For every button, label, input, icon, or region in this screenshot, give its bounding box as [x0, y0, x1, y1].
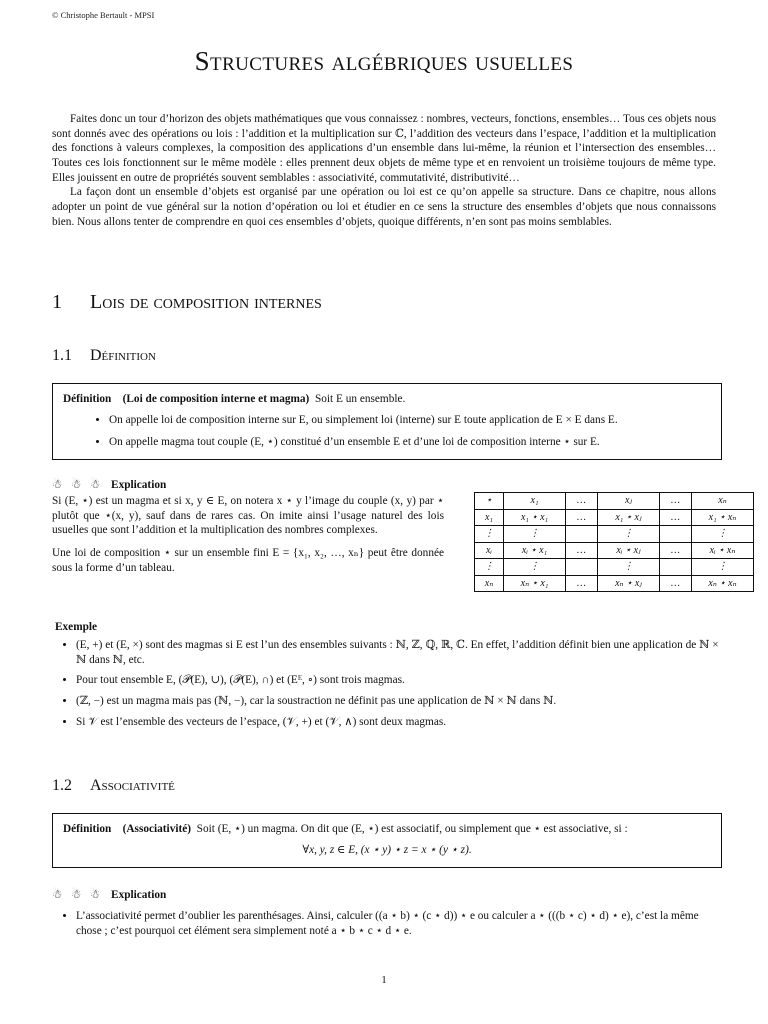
list-item: • L’associativité permet d’oublier les parenthésages. Ainsi, calculer ((a ⋆ b) ⋆ (c ⋆ d)) ⋆ e ou calculer a ⋆ (((b ⋆ c) ⋆ d) ⋆ e), c’est la même chose ; c’est pourquoi cet élément sera simplement noté a ⋆ b ⋆ c ⋆ d ⋆ e.: [76, 909, 720, 938]
table-row: [475, 509, 754, 526]
table-cell: xₙ: [692, 493, 754, 510]
table-cell: xₙ ⋆ x₁: [504, 575, 566, 592]
table-cell: x₁: [475, 509, 504, 526]
subsection-number: 1.1: [52, 347, 72, 364]
intro-text: [52, 112, 716, 229]
intro-paragraph-2: La façon dont un ensemble d’objets est organisé par une opération ou loi est ce qu’on appelle sa structure. Dans ce chapitre, nous allons adopter un point de vue général sur la notion d’opération ou loi et étudier en ce sens la structure des ensembles d’objets que nous connaissons bien. Nous allons tenter de comprendre en quoi ces ensembles d’objets, quoique différents, n’en sont pas moins semblables.: [52, 186, 716, 228]
definition-label: Définition: [63, 823, 112, 835]
table-cell: …: [566, 493, 598, 510]
definition-box-magma: [52, 383, 722, 460]
snowman-icon: ☃ ☃ ☃: [52, 889, 104, 901]
table-row: [475, 559, 754, 576]
table-cell: x₁ ⋆ xₙ: [692, 509, 754, 526]
table-cell: xᵢ: [475, 542, 504, 559]
table-cell: …: [660, 493, 692, 510]
page-header: © Christophe Bertault - MPSI: [52, 10, 155, 20]
table-cell: xⱼ: [598, 493, 660, 510]
definition-formula: ∀x, y, z ∈ E, (x ⋆ y) ⋆ z = x ⋆ (y ⋆ z).: [302, 843, 472, 856]
table-cell: xᵢ ⋆ xₙ: [692, 542, 754, 559]
table-row: [475, 542, 754, 559]
section-heading: [52, 289, 322, 315]
page-title: Structures algébriques usuelles: [194, 46, 574, 76]
table-cell: …: [566, 542, 598, 559]
table-cell: ⋮: [598, 526, 660, 543]
table-cell: [566, 559, 598, 576]
explanation-paragraph-2: Une loi de composition ⋆ sur un ensemble fini E = {x₁, x₂, …, xₙ} peut être donnée sous la forme d’un tableau.: [52, 547, 444, 574]
explanation-label: Explication: [111, 479, 167, 491]
table-row: [475, 493, 754, 510]
table-cell: ⋮: [692, 526, 754, 543]
snowman-icon: ☃ ☃ ☃: [52, 479, 104, 491]
table-cell: x₁ ⋆ x₁: [504, 509, 566, 526]
table-cell: xᵢ ⋆ xⱼ: [598, 542, 660, 559]
table-cell: x₁ ⋆ xⱼ: [598, 509, 660, 526]
table-cell: xₙ: [475, 575, 504, 592]
table-cell: …: [566, 575, 598, 592]
example-list: [52, 638, 720, 735]
definition-name: (Associativité): [122, 823, 192, 835]
definition-name: (Loi de composition interne et magma): [122, 393, 310, 405]
table-cell: ⋮: [692, 559, 754, 576]
list-item: • Si 𝒱 est l’ensemble des vecteurs de l’espace, (𝒱, +) et (𝒱, ∧) sont deux magmas.: [76, 715, 720, 730]
table-cell: xₙ ⋆ xⱼ: [598, 575, 660, 592]
section-title: Lois de composition internes: [90, 291, 322, 313]
explanation-heading: [52, 478, 166, 493]
definition-lead: Soit (E, ⋆) un magma. On dit que (E, ⋆) est associatif, ou simplement que ⋆ est associative, si :: [196, 823, 628, 835]
list-item: • Pour tout ensemble E, (𝒫(E), ∪), (𝒫(E), ∩) et (Eᴱ, ∘) sont trois magmas.: [76, 673, 720, 688]
table-cell: …: [660, 575, 692, 592]
definition-header: [63, 822, 711, 837]
definition-list: [63, 413, 711, 450]
subsection-heading-definition: [52, 346, 156, 367]
subsection-title: Associativité: [90, 777, 175, 794]
table-cell: ⋮: [504, 559, 566, 576]
table-cell: [566, 526, 598, 543]
table-row: [475, 526, 754, 543]
table-row: [475, 575, 754, 592]
explanation-list: [52, 909, 720, 938]
table-cell: …: [566, 509, 598, 526]
composition-table: [474, 492, 754, 592]
table-cell: x₁: [504, 493, 566, 510]
list-item: • (E, +) et (E, ×) sont des magmas si E est l’un des ensembles suivants : ℕ, ℤ, ℚ, ℝ, ℂ. En effet, l’addition définit bien une application de ℕ × ℕ dans ℕ, etc.: [76, 638, 720, 667]
explanation-text: [52, 494, 444, 583]
explanation-paragraph-1: Si (E, ⋆) est un magma et si x, y ∈ E, on notera x ⋆ y l’image du couple (x, y) par ⋆ plutôt que ⋆(x, y), sauf dans de rares cas. On imite ainsi l’usage naturel des lois usuelles que sont l’addition et la multiplication des nombres complexes.: [52, 495, 444, 537]
definition-box-associativity: [52, 813, 722, 868]
table-cell: xᵢ ⋆ x₁: [504, 542, 566, 559]
subsection-number: 1.2: [52, 777, 72, 794]
intro-paragraph-1: Faites donc un tour d’horizon des objets mathématiques que vous connaissez : nombres, vecteurs, fonctions, ensembles… Tous ces objets nous sont donnés avec des opérations ou lois : l’addition et la multiplication sur ℂ, l’addition des vecteurs dans l’espace, l’addition et la multiplication des fonctions à valeurs complexes, la composition des applications d’un ensemble dans lui-même, la réunion et l’intersection des ensembles… Toutes ces lois fonctionnent sur le même modèle : elles prennent deux objets de même type et en renvoient un troisième toujours de même type. Elles jouissent en outre de propriétés souvent semblables : associativité, commutativité, distributivité…: [52, 113, 716, 184]
section-number: 1: [52, 291, 62, 313]
table-cell: …: [660, 509, 692, 526]
list-item: • On appelle loi de composition interne sur E, ou simplement loi (interne) sur E toute application de E × E dans E.: [109, 413, 711, 428]
list-item: • (ℤ, −) est un magma mais pas (ℕ, −), car la soustraction ne définit pas une application de ℕ × ℕ dans ℕ.: [76, 694, 720, 709]
table-cell: ⋮: [475, 526, 504, 543]
table-cell: xₙ ⋆ xₙ: [692, 575, 754, 592]
table-cell: ⋮: [504, 526, 566, 543]
table-cell: [660, 559, 692, 576]
subsection-title: Définition: [90, 347, 156, 364]
table-cell: ⋮: [598, 559, 660, 576]
page-number: 1: [381, 974, 387, 986]
list-item: • On appelle magma tout couple (E, ⋆) constitué d’un ensemble E et d’une loi de composition interne ⋆ sur E.: [109, 435, 711, 450]
table-cell: [660, 526, 692, 543]
definition-header: [63, 392, 711, 407]
table-cell: ⋆: [475, 493, 504, 510]
definition-label: Définition: [63, 393, 112, 405]
example-heading: Exemple: [55, 621, 98, 633]
explanation-heading: [52, 888, 166, 903]
definition-lead: Soit E un ensemble.: [314, 393, 406, 405]
table-cell: ⋮: [475, 559, 504, 576]
explanation-label: Explication: [111, 889, 167, 901]
subsection-heading-associativity: [52, 776, 175, 797]
table-cell: …: [660, 542, 692, 559]
